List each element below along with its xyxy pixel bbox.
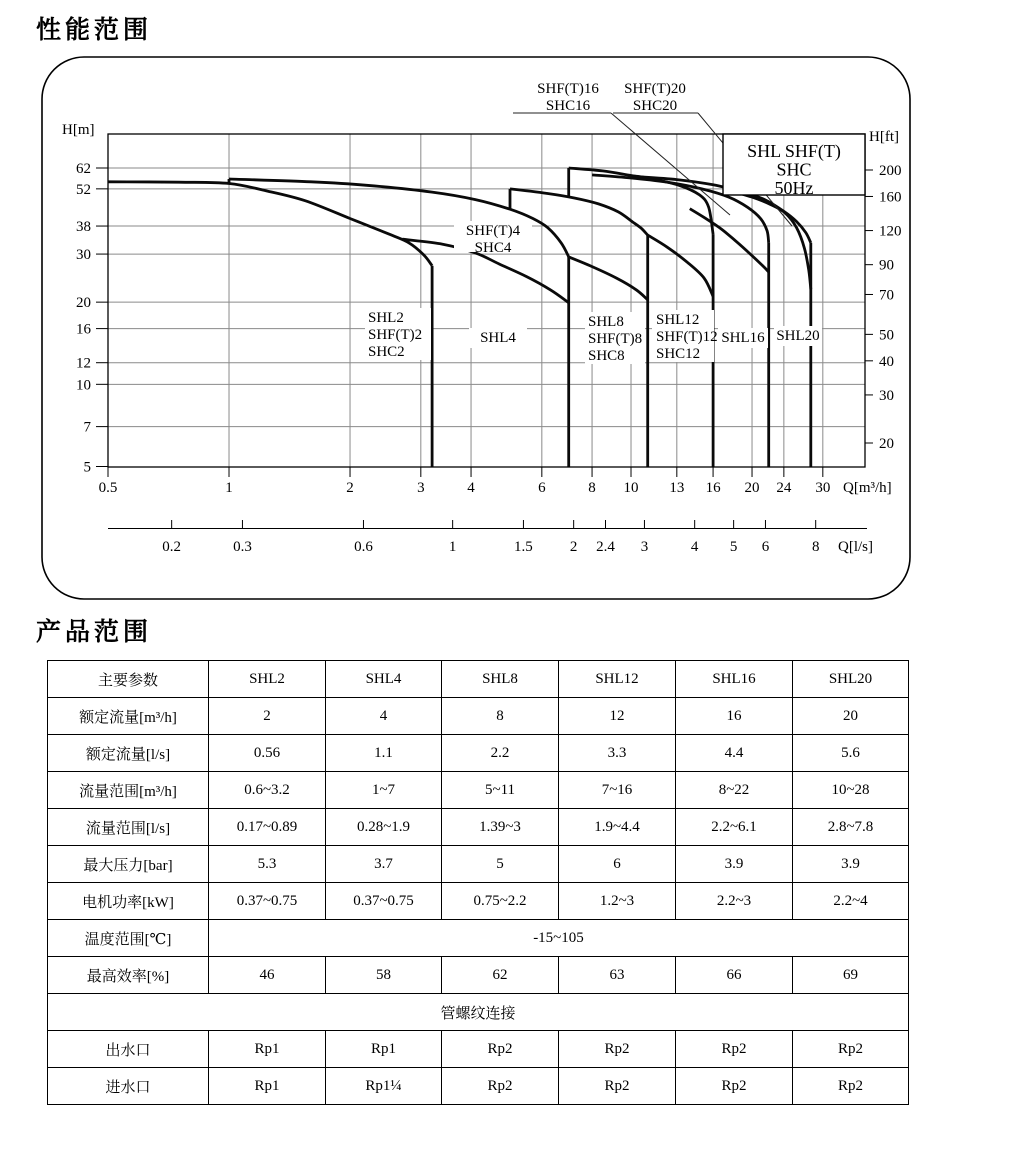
y-tick-label: 160	[879, 189, 902, 206]
y-tick-label: 90	[879, 257, 894, 274]
value-cell: 1.1	[326, 735, 442, 772]
value-cell: 2.2~4	[793, 883, 909, 920]
x-tick-label: 2	[569, 539, 578, 555]
y-tick-label: 30	[76, 247, 91, 264]
x-tick-label: 0.2	[162, 539, 182, 555]
value-cell: 1.2~3	[559, 883, 676, 920]
axis-h-ft	[865, 129, 902, 452]
x-tick-label: 4	[467, 480, 475, 496]
value-cell: 2	[209, 698, 326, 735]
x-tick-label: 0.6	[354, 539, 373, 555]
spec-row	[48, 957, 909, 994]
x-tick-label: 2	[346, 480, 354, 496]
spec-row	[48, 809, 909, 846]
spec-row	[48, 698, 909, 735]
y-tick-label: 20	[76, 295, 91, 312]
value-cell: 2.2~6.1	[676, 809, 793, 846]
row-label-cell: 流量范围[m³/h]	[48, 772, 209, 809]
value-cell: 0.37~0.75	[326, 883, 442, 920]
spec-row	[48, 1068, 909, 1105]
value-cell: 58	[326, 957, 442, 994]
region-label: SHF(T)2	[368, 327, 423, 343]
value-cell: 3.7	[326, 846, 442, 883]
value-cell: 1.39~3	[442, 809, 559, 846]
series-legend-text: SHC	[776, 159, 812, 180]
value-cell: Rp2	[442, 1068, 559, 1105]
value-cell: SHL8	[442, 661, 559, 698]
row-label-cell: 流量范围[l/s]	[48, 809, 209, 846]
product-section-title: 产品范围	[36, 618, 153, 646]
row-label-cell: 最大压力[bar]	[48, 846, 209, 883]
value-cell: 12	[559, 698, 676, 735]
value-cell: SHL12	[559, 661, 676, 698]
value-cell: 63	[559, 957, 676, 994]
value-cell: Rp2	[559, 1068, 676, 1105]
value-cell: Rp2	[793, 1031, 909, 1068]
region-label: SHC8	[588, 348, 625, 364]
x-tick-label: 4	[690, 539, 699, 555]
value-cell: 0.28~1.9	[326, 809, 442, 846]
value-cell: Rp2	[793, 1068, 909, 1105]
x-tick-label: 3	[417, 480, 425, 496]
x-tick-label: 6	[538, 480, 546, 496]
x-tick-label: 10	[623, 480, 639, 496]
spec-row	[48, 1031, 909, 1068]
spec-row	[48, 846, 909, 883]
callout-label: SHC20	[632, 98, 678, 114]
region-label: SHL4	[480, 330, 516, 346]
row-label-cell: 额定流量[m³/h]	[48, 698, 209, 735]
series-legend-text: SHL SHF(T)	[747, 141, 841, 161]
value-cell: 3.9	[793, 846, 909, 883]
value-cell: 46	[209, 957, 326, 994]
value-cell: 4.4	[676, 735, 793, 772]
x-tick-label: 30	[815, 480, 831, 496]
region-label: SHC2	[368, 344, 405, 360]
axis-q-ls	[108, 520, 873, 555]
spec-row	[48, 772, 909, 809]
value-cell: 69	[793, 957, 909, 994]
value-cell: 5	[442, 846, 559, 883]
row-label-cell: 温度范围[℃]	[48, 920, 209, 957]
spec-header-row	[48, 661, 909, 698]
value-cell: 66	[676, 957, 793, 994]
value-cell: 0.56	[209, 735, 326, 772]
spec-row	[48, 883, 909, 920]
value-cell: 1.9~4.4	[559, 809, 676, 846]
region-label: SHF(T)4	[465, 223, 521, 239]
x-tick-label: 1	[448, 539, 457, 555]
x-axis-label-m3h: Q[m³/h]	[843, 480, 892, 496]
performance-chart	[0, 36, 1022, 640]
row-label-cell: 电机功率[kW]	[48, 883, 209, 920]
region-label: SHL8	[588, 314, 624, 330]
series-legend	[723, 134, 865, 198]
value-cell: Rp2	[676, 1031, 793, 1068]
region-label: SHF(T)12	[656, 329, 718, 345]
x-tick-label: 8	[588, 480, 596, 496]
value-cell: 0.17~0.89	[209, 809, 326, 846]
region-label: SHL12	[656, 312, 700, 328]
value-cell: 7~16	[559, 772, 676, 809]
axis-h-m	[62, 122, 108, 476]
region-label: SHL20	[776, 328, 820, 344]
y-right-axis-label: H[ft]	[869, 129, 899, 145]
value-cell: 2.2~3	[676, 883, 793, 920]
y-tick-label: 70	[879, 287, 894, 304]
value-cell: 3.3	[559, 735, 676, 772]
y-tick-label: 7	[83, 419, 91, 436]
x-tick-label: 20	[744, 480, 760, 496]
y-tick-label: 52	[76, 181, 91, 198]
x-tick-label: 1.5	[514, 539, 533, 555]
performance-section-title: 性能范围	[36, 16, 153, 44]
row-label-cell: 进水口	[48, 1068, 209, 1105]
y-tick-label: 62	[76, 161, 91, 177]
pump-curve-SHL12-lower	[648, 235, 713, 296]
x-tick-label: 0.5	[98, 480, 118, 496]
product-spec-table	[47, 660, 909, 1105]
y-tick-label: 5	[83, 459, 91, 476]
region-label: SHL16	[721, 330, 765, 346]
x-tick-label: 8	[811, 539, 820, 555]
row-label-cell: 额定流量[l/s]	[48, 735, 209, 772]
callout-leader-line	[611, 113, 730, 215]
pump-curve-SHL16-lower	[690, 209, 769, 272]
x-tick-label: 2.4	[596, 539, 615, 555]
pump-curve-SHL2-top	[108, 182, 432, 266]
value-cell: 5.6	[793, 735, 909, 772]
y-tick-label: 200	[879, 163, 902, 180]
series-legend-text: 50Hz	[774, 178, 814, 198]
spec-row	[48, 735, 909, 772]
x-tick-label: 16	[705, 480, 721, 496]
y-tick-label: 40	[879, 353, 894, 370]
y-tick-label: 120	[879, 223, 902, 240]
value-cell: 10~28	[793, 772, 909, 809]
value-cell: SHL16	[676, 661, 793, 698]
value-cell: 3.9	[676, 846, 793, 883]
x-tick-label: 6	[761, 539, 770, 555]
value-cell: 20	[793, 698, 909, 735]
x-tick-label: 0.3	[233, 539, 252, 555]
value-cell: SHL4	[326, 661, 442, 698]
value-cell: 62	[442, 957, 559, 994]
y-tick-label: 30	[879, 387, 894, 404]
value-cell: Rp1	[209, 1031, 326, 1068]
value-cell: Rp1	[209, 1068, 326, 1105]
value-cell: 0.75~2.2	[442, 883, 559, 920]
value-cell: 8~22	[676, 772, 793, 809]
value-cell: SHL20	[793, 661, 909, 698]
row-label-cell: 主要参数	[48, 661, 209, 698]
y-tick-label: 10	[76, 377, 91, 394]
value-cell: 8	[442, 698, 559, 735]
row-label-cell: 出水口	[48, 1031, 209, 1068]
callout-label: SHF(T)16	[537, 81, 599, 97]
region-label: SHF(T)8	[588, 331, 643, 347]
x-tick-label: 5	[729, 539, 738, 555]
value-cell: Rp2	[676, 1068, 793, 1105]
y-tick-label: 12	[76, 355, 91, 372]
value-cell: SHL2	[209, 661, 326, 698]
spec-row	[48, 920, 909, 957]
region-label: SHL2	[368, 310, 404, 326]
value-cell: 1~7	[326, 772, 442, 809]
row-label-cell: 最高效率[%]	[48, 957, 209, 994]
value-cell: 2.2	[442, 735, 559, 772]
y-tick-label: 50	[879, 327, 894, 344]
x-axis-label-ls: Q[l/s]	[838, 539, 873, 555]
y-tick-label: 20	[879, 436, 894, 453]
x-tick-label: 1	[225, 480, 233, 496]
region-label: SHC4	[474, 240, 512, 256]
value-cell: Rp1	[326, 1031, 442, 1068]
callout-label: SHC16	[545, 98, 591, 114]
pump-curve-SHL8-lower	[569, 257, 648, 300]
value-cell: Rp2	[442, 1031, 559, 1068]
value-cell: 0.6~3.2	[209, 772, 326, 809]
spec-row	[48, 994, 909, 1031]
y-tick-label: 16	[76, 321, 91, 338]
merged-section-cell: 管螺纹连接	[48, 994, 909, 1031]
region-label: SHC12	[656, 346, 701, 362]
x-tick-label: 13	[669, 480, 685, 496]
value-cell: 6	[559, 846, 676, 883]
x-tick-label: 3	[640, 539, 649, 555]
value-cell: 5~11	[442, 772, 559, 809]
value-cell: 4	[326, 698, 442, 735]
merged-value-cell: -15~105	[209, 920, 909, 957]
y-left-axis-label: H[m]	[62, 122, 95, 138]
value-cell: 2.8~7.8	[793, 809, 909, 846]
axis-q-m3h	[99, 467, 892, 496]
x-tick-label: 24	[776, 480, 792, 496]
y-tick-label: 38	[76, 219, 91, 236]
callout-label: SHF(T)20	[624, 81, 686, 97]
value-cell: 0.37~0.75	[209, 883, 326, 920]
value-cell: 16	[676, 698, 793, 735]
value-cell: Rp1¼	[326, 1068, 442, 1105]
value-cell: 5.3	[209, 846, 326, 883]
value-cell: Rp2	[559, 1031, 676, 1068]
